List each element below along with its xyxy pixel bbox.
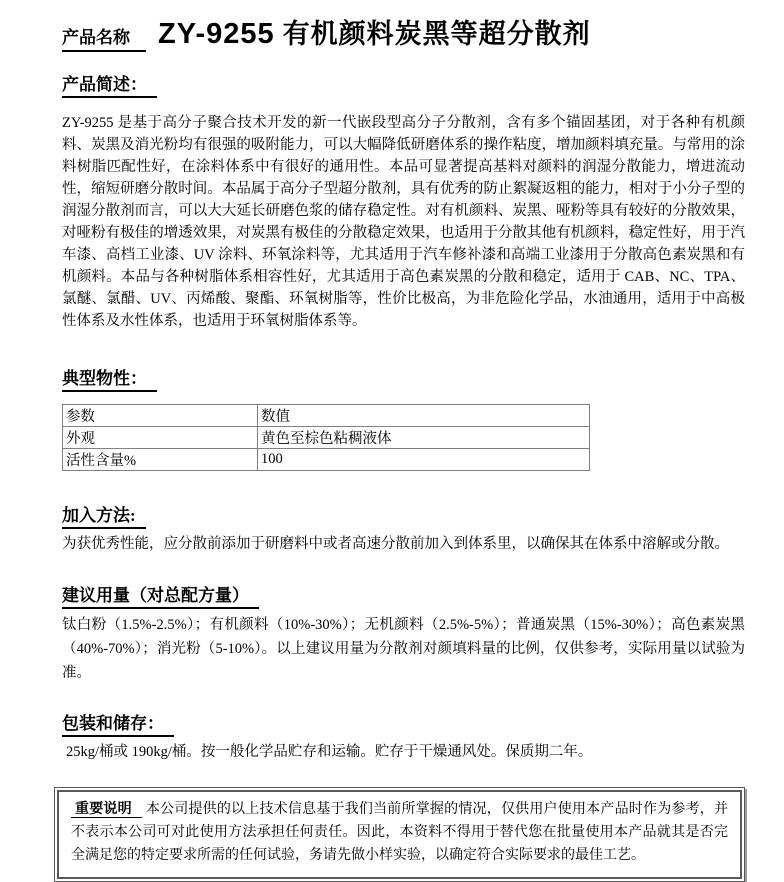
table-header-param: 参数 bbox=[63, 405, 258, 427]
important-note-body: 本公司提供的以上技术信息基于我们当前所掌握的情况，仅供用户使用本产品时作为参考，并不表示本公司可对此使用方法承担任何责任。因此，本资料不得用于替代您在批量使用本产品就其是否完全满足您的特定要求所需的任何试验，务请先做小样实验，以确定符合实际要求的最佳工艺。 bbox=[71, 802, 729, 863]
important-note-box bbox=[54, 787, 745, 882]
table-cell-value: 黄色至棕色粘稠液体 bbox=[258, 427, 590, 449]
table-cell-param: 外观 bbox=[63, 427, 258, 449]
dosage-heading: 建议用量（对总配方量） bbox=[62, 581, 259, 609]
section-brief bbox=[62, 70, 745, 332]
important-note-label: 重要说明 bbox=[71, 802, 142, 818]
table-cell-value: 100 bbox=[258, 449, 590, 471]
table-cell-param: 活性含量% bbox=[63, 449, 258, 471]
table-header-value: 数值 bbox=[258, 405, 590, 427]
properties-table bbox=[62, 404, 590, 471]
section-properties bbox=[62, 364, 745, 471]
table-header-row bbox=[63, 405, 590, 427]
brief-heading: 产品简述： bbox=[62, 70, 157, 98]
dosage-body: 钛白粉（1.5%-2.5%）；有机颜料（10%-30%）；无机颜料（2.5%-5%）；普通炭黑（15%-30%）；高色素炭黑（40%-70%）；消光粉（5-10%）。以上建议用量为分散剂对颜填料量的比例，仅供参考，实际用量以试验为准。 bbox=[62, 617, 745, 681]
important-note-inner bbox=[57, 790, 742, 879]
properties-heading: 典型物性： bbox=[62, 364, 157, 392]
brief-body: ZY-9255 是基于高分子聚合技术开发的新一代嵌段型高分子分散剂，含有多个锚固基团，对于各种有机颜料、炭黑及消光粉均有很强的吸附能力，可以大幅降低研磨体系的操作粘度，增加颜料填充量。与常用的涂料树脂匹配性好，在涂料体系中有很好的通用性。本品可显著提高基料对颜料的润湿分散能力，增进流动性，缩短研磨分散时间。本品属于高分子型超分散剂，具有优秀的防止絮凝返粗的能力，相对于小分子型的润湿分散剂而言，可以大大延长研磨色浆的储存稳定性。对有机颜料、炭黑、哑粉等具有较好的分散效果，对哑粉有极佳的增透效果，对炭黑有极佳的分散稳定效果，也适用于分散其他有机颜料，稳定性好，用于汽车漆、高档工业漆、UV 涂料、环氧涂料等，尤其适用于汽车修补漆和高端工业漆用于分散高色素炭黑和有机颜料。本品与各种树脂体系相容性好，尤其适用于高色素炭黑的分散和稳定，适用于 CAB、NC、TPA、氯醚、氯醋、UV、丙烯酸、聚酯、环氧树脂等，性价比极高，为非危险化学品，水油通用，适用于中高极性体系及水性体系，也适用于环氧树脂体系等。 bbox=[62, 115, 745, 329]
section-dosage bbox=[62, 581, 745, 685]
important-note-text bbox=[71, 798, 728, 867]
document-title bbox=[62, 12, 745, 52]
packaging-heading: 包装和储存： bbox=[62, 709, 174, 737]
section-packaging bbox=[62, 709, 745, 763]
section-addition bbox=[62, 501, 745, 555]
table-row bbox=[63, 449, 590, 471]
product-title-text: 有机颜料炭黑等超分散剂 bbox=[282, 19, 591, 49]
product-code: ZY-9255 bbox=[158, 18, 275, 50]
addition-heading: 加入方法: bbox=[62, 501, 146, 529]
product-name-label: 产品名称 bbox=[62, 23, 146, 52]
table-row bbox=[63, 427, 590, 449]
packaging-body: 25kg/桶或 190kg/桶。按一般化学品贮存和运输。贮存于干燥通风处。保质期二年。 bbox=[66, 744, 593, 760]
addition-body: 为获优秀性能，应分散前添加于研磨料中或者高速分散前加入到体系里，以确保其在体系中溶解或分散。 bbox=[62, 536, 729, 552]
